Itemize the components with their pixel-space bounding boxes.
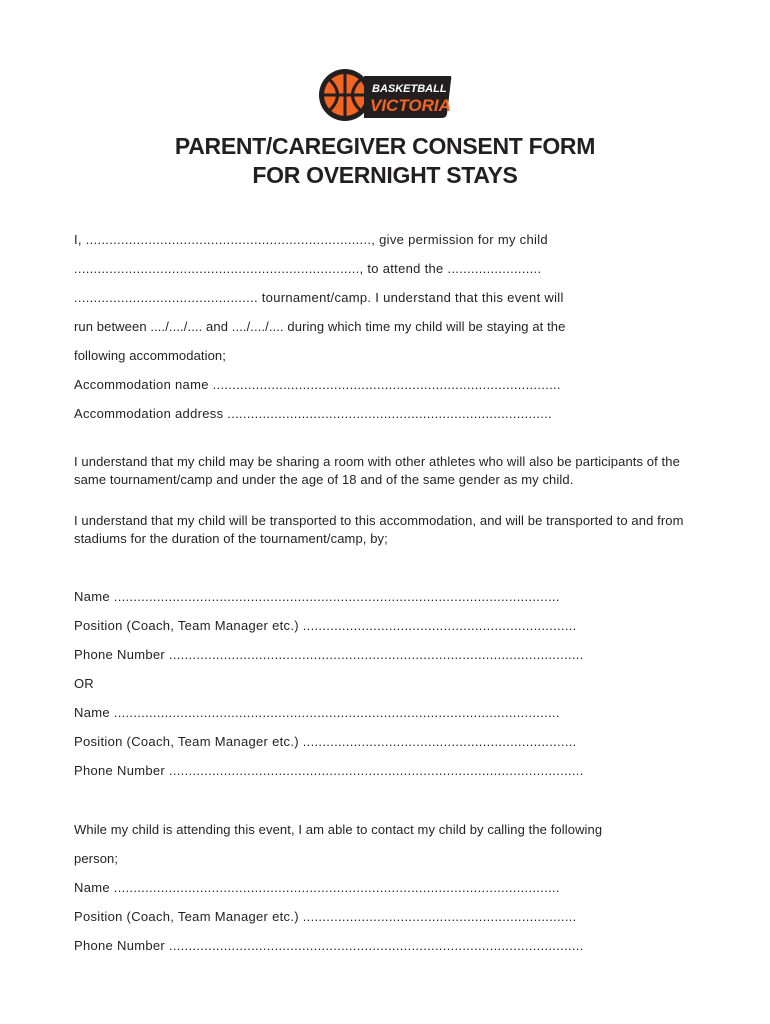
transport-name-field-1[interactable]: Name .................................................................................................................. xyxy=(74,589,560,604)
logo-text-victoria: VICTORIA xyxy=(370,96,451,115)
form-title-line-1: PARENT/CAREGIVER CONSENT FORM xyxy=(174,133,596,159)
room-sharing-statement: I understand that my child may be sharing a room with other athletes who will also be participants of the same tournament/camp and under the age of 18 and of the same gender as my child. xyxy=(74,454,680,487)
basketball-victoria-logo xyxy=(318,66,454,124)
transport-name-field-2[interactable]: Name .................................................................................................................. xyxy=(74,705,560,720)
contact-intro-line-2: person; xyxy=(74,851,119,866)
child-name-event-line[interactable]: ........................................................................., to attend the ........................ xyxy=(74,261,542,276)
contact-position-field[interactable]: Position (Coach, Team Manager etc.) ...................................................................... xyxy=(74,909,577,924)
transport-statement: I understand that my child will be transported to this accommodation, and will be transported to and from stadiums for the duration of the tournament/camp, by; xyxy=(74,513,684,546)
tournament-line[interactable]: ............................................... tournament/camp. I understand that this event will xyxy=(74,290,564,305)
dates-line[interactable]: run between ..../..../.... and ..../..../.... during which time my child will be staying at the xyxy=(74,319,566,334)
contact-name-field[interactable]: Name .................................................................................................................. xyxy=(74,880,560,895)
accommodation-intro-line: following accommodation; xyxy=(74,348,226,363)
logo-text-basketball: BASKETBALL xyxy=(372,83,447,95)
transport-position-field-2[interactable]: Position (Coach, Team Manager etc.) ...................................................................... xyxy=(74,734,577,749)
form-title xyxy=(0,132,770,190)
or-label: OR xyxy=(74,676,94,691)
form-title-line-2: FOR OVERNIGHT STAYS xyxy=(252,162,518,188)
contact-phone-field[interactable]: Phone Number .......................................................................................................... xyxy=(74,938,584,953)
transport-phone-field-2[interactable]: Phone Number .......................................................................................................... xyxy=(74,763,584,778)
parent-name-line[interactable]: I, ........................................................................., give permission for my child xyxy=(74,232,548,247)
transport-phone-field-1[interactable]: Phone Number .......................................................................................................... xyxy=(74,647,584,662)
contact-intro-line: While my child is attending this event, I am able to contact my child by calling the following xyxy=(74,822,603,837)
accommodation-name-field[interactable]: Accommodation name ......................................................................................... xyxy=(74,377,561,392)
transport-position-field-1[interactable]: Position (Coach, Team Manager etc.) ...................................................................... xyxy=(74,618,577,633)
accommodation-address-field[interactable]: Accommodation address ................................................................................... xyxy=(74,406,552,421)
